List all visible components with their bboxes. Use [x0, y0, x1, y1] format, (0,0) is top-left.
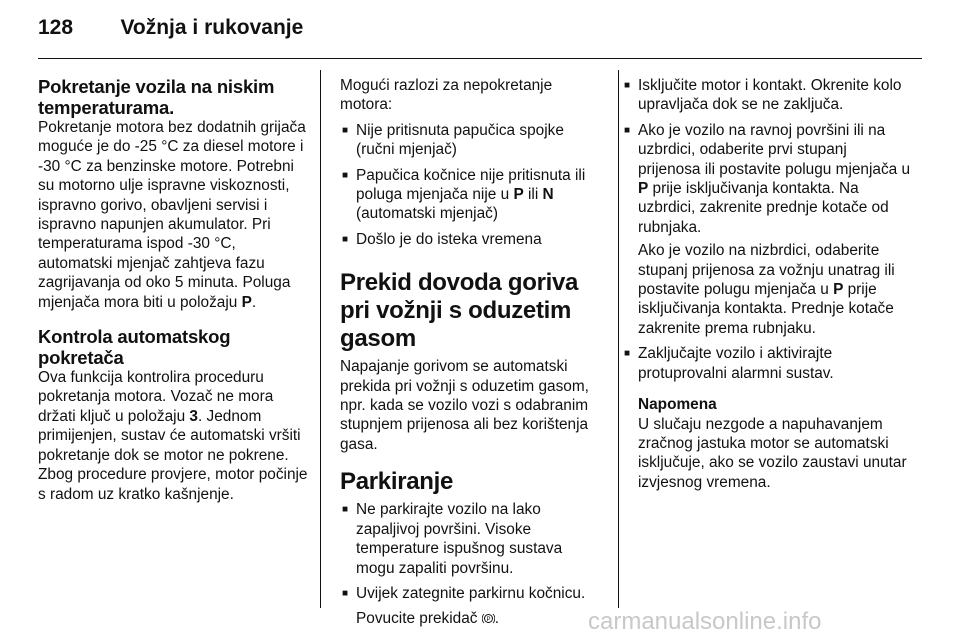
list-item: ■ Došlo je do isteka vremena	[342, 230, 542, 248]
heading-cold-start: Pokretanje vozila na niskim temperaturama.	[38, 76, 275, 118]
heading-parking: Parkiranje	[340, 468, 454, 496]
list-item: ■ Nije pritisnuta papučica spojke (ručni mjenjač)	[342, 121, 564, 159]
paragraph-auto-start: Ova funkcija kontrolira proceduru pokretanja motora. Vozač ne mora držati ključ u položaju 3. Jednom primijenjen, sustav će automatski vršiti pokretanje dok se motor ne pokrene. Zbog procedure provjere, motor počinje s radom uz kratko kašnjenje.	[38, 369, 308, 503]
paragraph-downhill: Ako je vozilo na nizbrdici, odaberite stupanj prijenosa za vožnju unatrag ili postavite polugu mjenjača u P prije isključivanja kontakta. Prednje kotače zakrenite prema rubnjaku.	[638, 242, 895, 337]
heading-auto-start: Kontrola automatskog pokretača	[38, 326, 231, 369]
bullet-icon: ■	[624, 124, 631, 136]
alarm-list	[622, 344, 912, 383]
list-item: ■ Isključite motor i kontakt. Okrenite kolo upravljača dok se ne zaključa.	[624, 77, 902, 114]
header-rule	[38, 58, 922, 59]
list-item: ■ Ne parkirajte vozilo na lako zapaljivoj površini. Visoke temperature ispušnog sustava mogu zapaliti površinu.	[342, 501, 563, 577]
bullet-icon: ■	[342, 169, 349, 181]
bullet-icon: ■	[342, 587, 349, 599]
column-3	[622, 76, 912, 492]
svg-text:P: P	[486, 617, 491, 624]
note-box	[622, 395, 912, 492]
bullet-icon: ■	[342, 504, 349, 516]
bullet-icon: ■	[624, 348, 631, 360]
list-item: ■ Uvijek zategnite parkirnu kočnicu.	[342, 584, 586, 602]
parking-list	[340, 500, 604, 603]
note-title: Napomena	[638, 396, 717, 414]
parking-brake-icon	[482, 612, 495, 625]
bullet-icon: ■	[342, 124, 349, 136]
column-divider-right	[618, 70, 619, 608]
bullet-icon: ■	[342, 233, 349, 245]
list-item: ■ Papučica kočnice nije pritisnuta ili poluga mjenjača nije u P ili N (automatski mjenjač)	[342, 166, 586, 223]
note-text: U slučaju nezgode a napuhavanjem zračnog jastuka motor se automatski isključuje, ako se vozilo zaustavi unutar izvjesnog vremena.	[638, 415, 907, 491]
column-divider-left	[320, 70, 321, 608]
page-number: 128	[38, 16, 74, 39]
paragraph-fuel-cut: Napajanje gorivom se automatski prekida pri vožnji s oduzetim gasom, npr. kada se vozilo vozi s odabranim stupnjem prijenosa ali bez korištenja gasa.	[340, 358, 589, 453]
paragraph-reasons: Mogući razlozi za nepokretanje motora:	[340, 77, 553, 114]
paragraph-cold-start: Pokretanje motora bez dodatnih grijača moguće je do -25 °C za diesel motore i -30 °C za benzinske motore. Potrebni su motorno ulje ispravne viskoznosti, ispravno gorivo, obavljeni servisi i ispravno napunjen akumulator. Pri temperaturama ispod -30 °C, automatski mjenjač zahtjeva fazu zagrijavanja od oko 5 minuta. Poluga mjenjača mora biti u položaju P.	[38, 119, 306, 311]
page-title: Vožnja i rukovanje	[120, 16, 304, 39]
bullet-icon: ■	[624, 80, 631, 91]
reasons-list	[340, 121, 604, 249]
column-1	[38, 76, 310, 504]
column-2	[340, 76, 604, 629]
list-item: ■ Zaključajte vozilo i aktivirajte protuprovalni alarmni sustav.	[624, 345, 834, 382]
list-item: ■ Ako je vozilo na ravnoj površini ili na uzbrdici, odaberite prvi stupanj prijenosa ili postavite polugu mjenjača u P prije isključivanja kontakta. Na uzbrdici, zakrenite prednje kotače od rubnjaka.	[624, 121, 911, 236]
watermark: carmanualsonline.info	[588, 608, 822, 635]
paragraph-handbrake: Povucite prekidač P .	[356, 610, 500, 628]
heading-fuel-cut: Prekid dovoda goriva pri vožnji s oduzetim gasom	[340, 269, 579, 353]
page-header	[38, 16, 303, 56]
parking-steps-list	[622, 76, 912, 237]
